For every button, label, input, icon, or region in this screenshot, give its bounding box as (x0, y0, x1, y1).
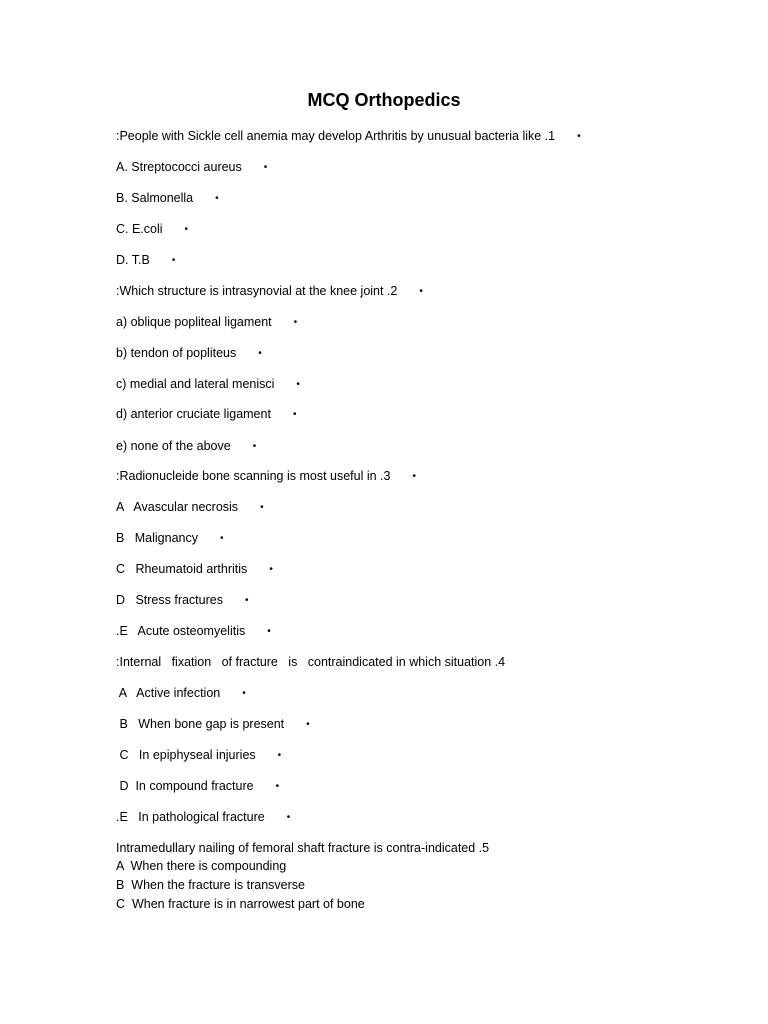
line-text: a) oblique popliteal ligament (116, 315, 272, 329)
document-line (116, 252, 175, 269)
bullet-icon: • (252, 441, 257, 452)
line-text: .E Acute osteomyelitis (116, 624, 246, 638)
line-text: A Active infection (116, 686, 221, 700)
bullet-icon: • (269, 564, 273, 575)
bullet-icon: • (171, 255, 176, 266)
bullet-icon: • (258, 348, 262, 359)
line-text: C When fracture is in narrowest part of bone (116, 897, 365, 911)
document-line (116, 438, 256, 455)
document-line (116, 190, 219, 207)
document-line (116, 376, 300, 393)
document-line (116, 778, 279, 795)
bullet-icon: • (419, 286, 423, 297)
document-line (116, 314, 297, 331)
bullet-icon: • (293, 317, 298, 328)
document-line (116, 345, 262, 362)
document-line (116, 592, 249, 609)
document-line (116, 840, 489, 856)
line-text: C In epiphyseal injuries (116, 748, 256, 762)
line-text: C Rheumatoid arthritis (116, 562, 248, 576)
document-line (116, 499, 264, 516)
document-line (116, 468, 416, 485)
line-text: :Which structure is intrasynovial at the knee joint .2 (116, 284, 398, 298)
line-text: D In compound fracture (116, 779, 254, 793)
document-line (116, 858, 286, 874)
document-line (116, 128, 581, 145)
bullet-icon: • (184, 224, 189, 235)
document-line (116, 809, 290, 826)
bullet-icon: • (286, 812, 291, 823)
line-text: B Malignancy (116, 531, 198, 545)
document-line (116, 406, 296, 423)
bullet-icon: • (292, 409, 297, 420)
line-text: D Stress fractures (116, 593, 223, 607)
document-line (116, 623, 271, 640)
document-line (116, 747, 281, 764)
document-line (116, 654, 505, 670)
bullet-icon: • (296, 379, 300, 390)
bullet-icon: • (277, 750, 282, 761)
document-line (116, 877, 305, 893)
line-text: :Radionucleide bone scanning is most useful in .3 (116, 469, 391, 483)
page-title: MCQ Orthopedics (307, 90, 461, 110)
line-text: B. Salmonella (116, 191, 194, 205)
document-line (116, 716, 310, 733)
bullet-icon: • (263, 162, 268, 173)
document-line (116, 159, 267, 176)
document-line (116, 561, 273, 578)
line-text: A Avascular necrosis (116, 500, 239, 514)
line-text: D. T.B (116, 253, 150, 267)
line-text: A When there is compounding (116, 859, 287, 873)
bullet-icon: • (215, 193, 219, 204)
document-line (116, 283, 423, 300)
line-text: :People with Sickle cell anemia may develop Arthritis by unusual bacteria like .1 (116, 129, 556, 143)
line-text: B When bone gap is present (116, 717, 285, 731)
bullet-icon: • (306, 719, 310, 730)
document-line (116, 685, 246, 702)
bullet-icon: • (577, 131, 581, 142)
document-line (116, 221, 188, 238)
line-text: C. E.coli (116, 222, 163, 236)
line-text: Intramedullary nailing of femoral shaft fracture is contra-indicated .5 (116, 841, 490, 855)
bullet-icon: • (242, 688, 246, 699)
bullet-icon: • (260, 502, 264, 513)
line-text: B When the fracture is transverse (116, 878, 305, 892)
bullet-icon: • (244, 595, 249, 606)
line-text: .E In pathological fracture (116, 810, 265, 824)
line-text: b) tendon of popliteus (116, 346, 237, 360)
document-line (116, 896, 365, 912)
line-text: d) anterior cruciate ligament (116, 407, 271, 421)
line-text: A. Streptococci aureus (116, 160, 242, 174)
bullet-icon: • (219, 533, 224, 544)
line-text: e) none of the above (116, 439, 231, 453)
bullet-icon: • (267, 626, 271, 637)
document-line (116, 530, 224, 547)
line-text: c) medial and lateral menisci (116, 377, 275, 391)
bullet-icon: • (412, 471, 416, 482)
line-text: :Internal fixation of fracture is contraindicated in which situation .4 (116, 655, 506, 669)
bullet-icon: • (275, 781, 280, 792)
